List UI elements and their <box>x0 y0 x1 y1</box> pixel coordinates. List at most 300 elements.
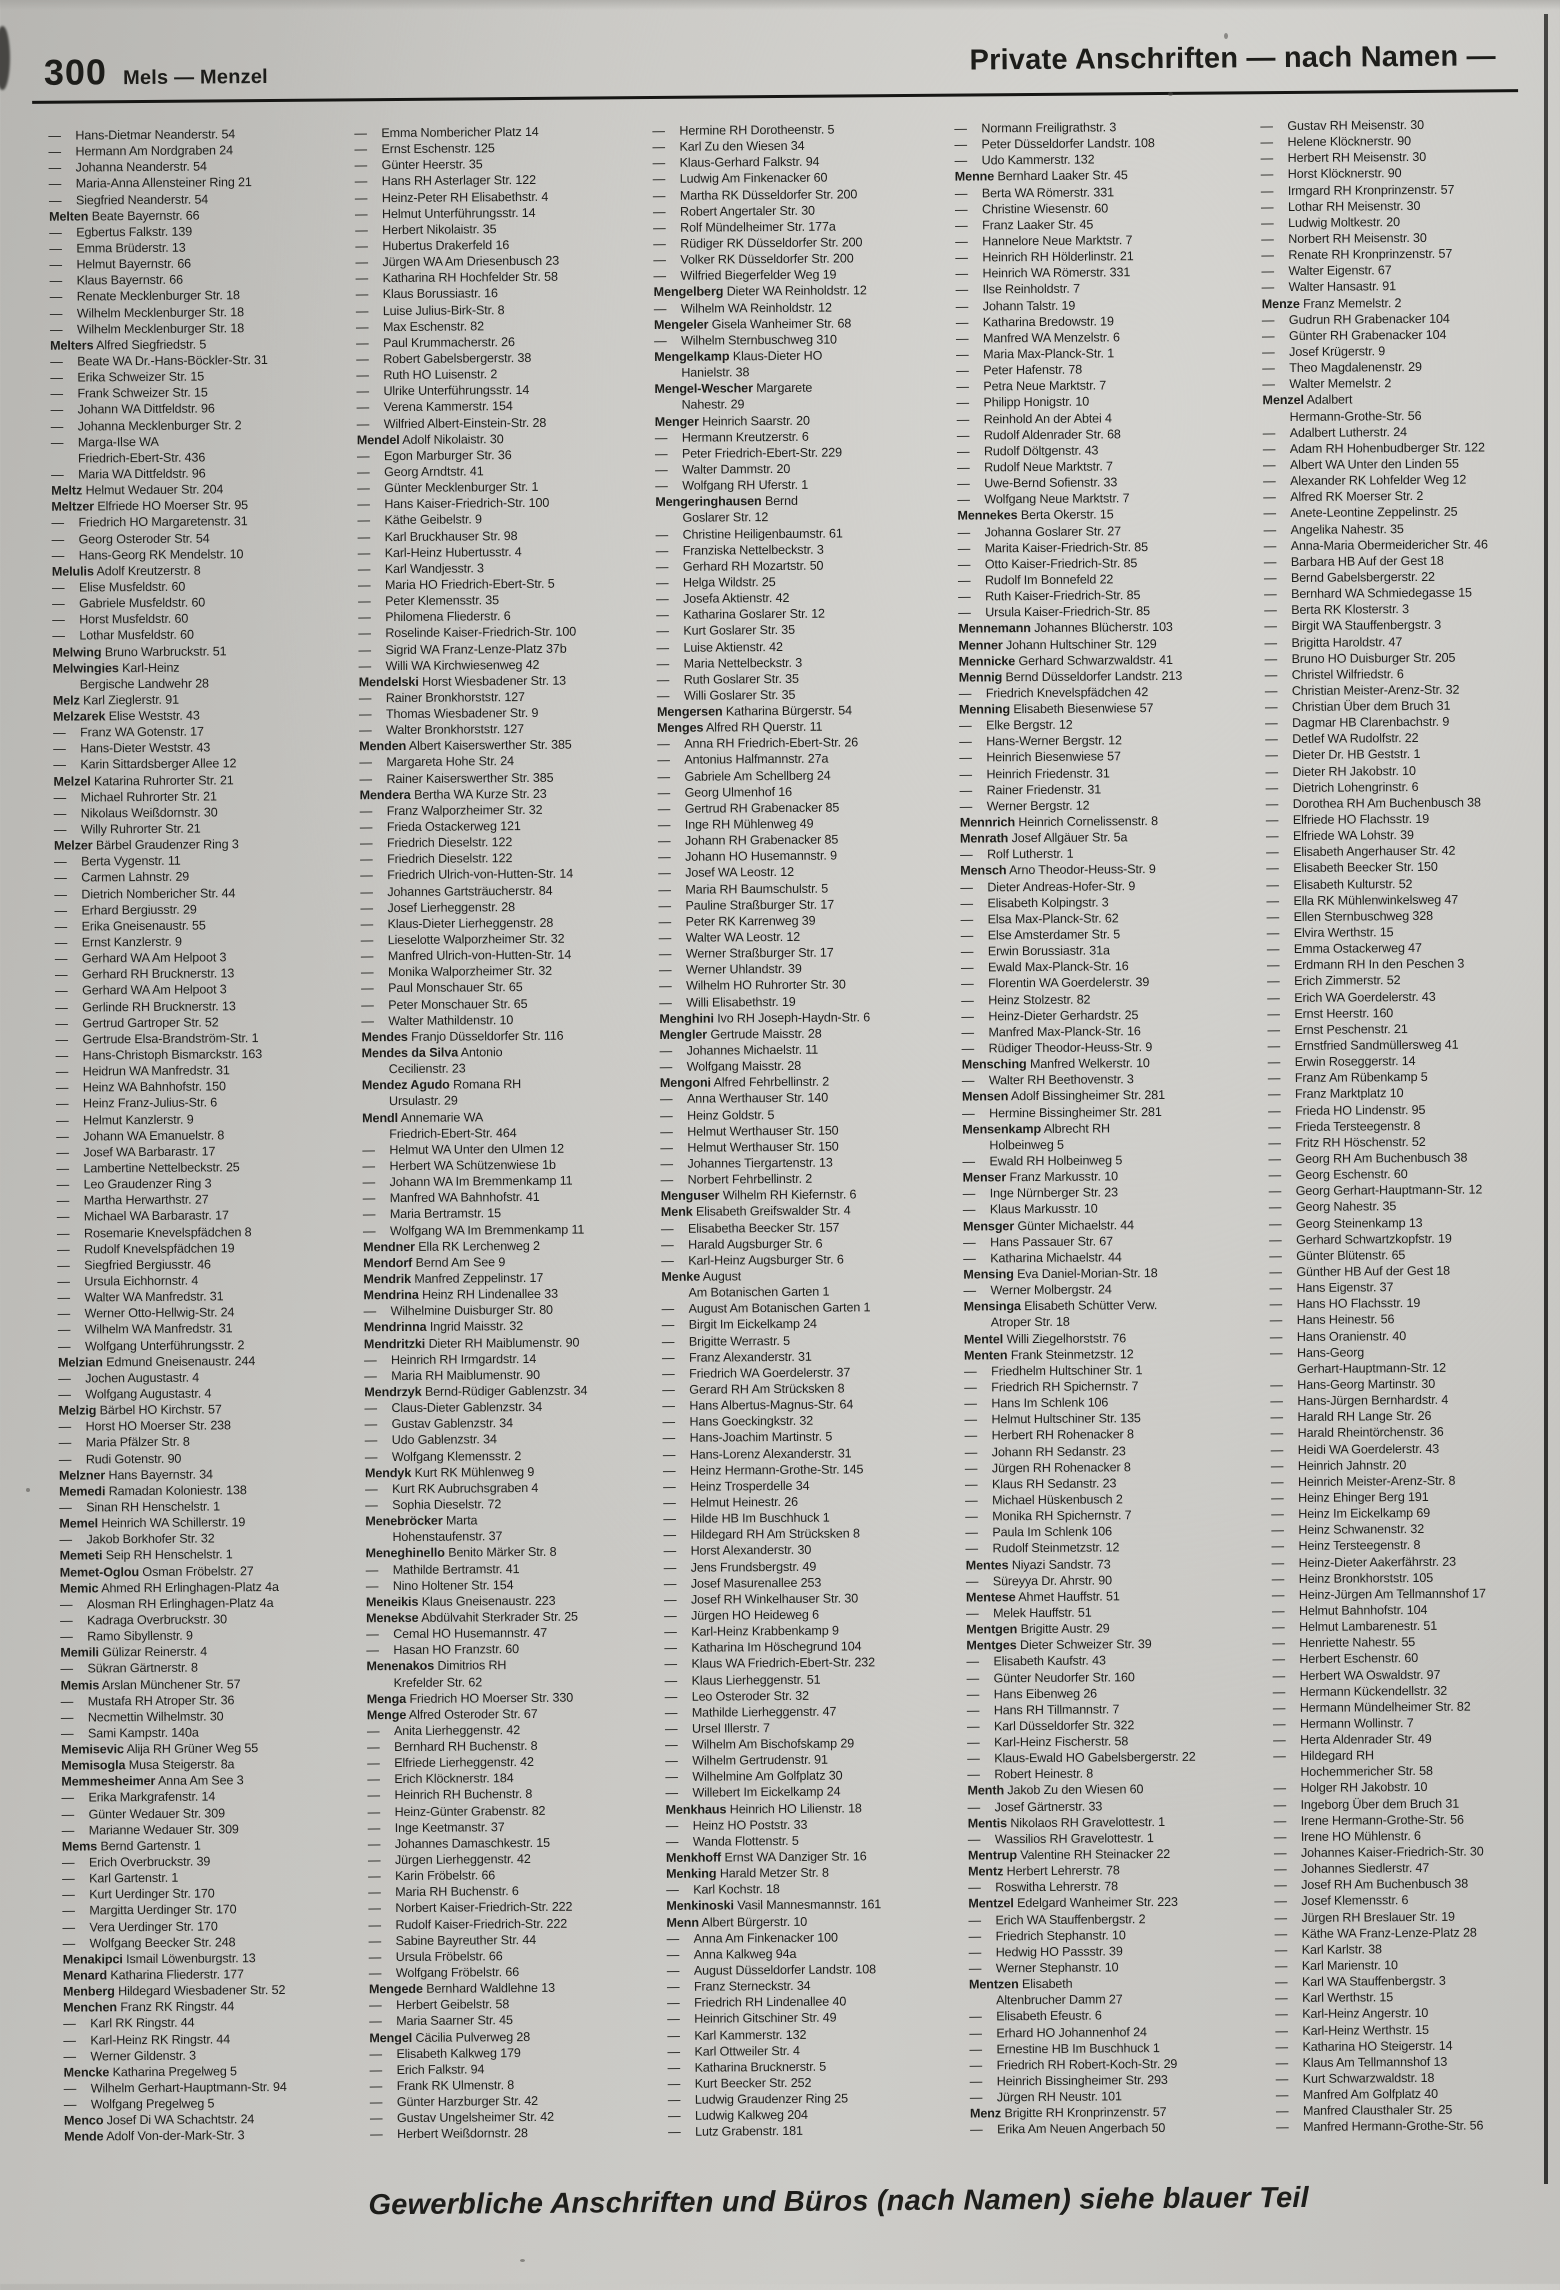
dash-marker: — <box>1272 1652 1285 1667</box>
entry-text: Georg RH Am Buchenbusch 38 <box>1295 1150 1468 1166</box>
surname: Menebröcker <box>365 1513 443 1529</box>
entry-text: Gertrud RH Grabenacker 85 <box>684 800 840 816</box>
dash-marker: — <box>360 949 374 964</box>
entry-text: Käthe Geibelstr. 9 <box>384 512 482 528</box>
entry-text: Dieter Dr. HB Geststr. 1 <box>1292 747 1421 763</box>
dash-marker: — <box>358 707 372 722</box>
entry-text: Helmut Werthauser Str. 150 <box>687 1123 839 1139</box>
dash-marker: — <box>663 1528 676 1543</box>
dash-marker: — <box>956 412 970 427</box>
entry-line: Menrath Josef Allgäuer Str. 5a <box>959 830 1128 846</box>
entry-text: Georg Nahestr. 35 <box>1295 1199 1397 1215</box>
entry-line: Memeti Seip RH Henschelstr. 1 <box>59 1547 233 1564</box>
entry-text: Klaus Borussiastr. 16 <box>382 286 498 302</box>
dash-marker: — <box>653 333 667 348</box>
entry-text: Ulrike Unterführungsstr. 14 <box>383 383 530 399</box>
entry-text: Werner Gildenstr. 3 <box>90 2048 196 2064</box>
entry-text: Melek Hauffstr. 51 <box>992 1605 1092 1621</box>
dash-marker: — <box>667 2092 681 2108</box>
dash-marker: — <box>368 1901 381 1916</box>
entry-text: Norbert RH Meisenstr. 30 <box>1288 230 1427 246</box>
dash-marker: — <box>969 2058 983 2073</box>
entry-text: Gabriele Musfeldstr. 60 <box>79 595 206 611</box>
entry-text: Heinz HO Poststr. 33 <box>692 1817 808 1833</box>
dash-marker: — <box>969 2009 982 2024</box>
entry-text: Katharina Goslarer Str. 12 <box>683 606 825 622</box>
entry-text: Hans-Georg <box>1296 1345 1365 1360</box>
entry-text: Elvira Werthstr. 15 <box>1293 925 1394 940</box>
dash-marker: — <box>961 976 974 992</box>
dash-marker: — <box>1266 909 1280 925</box>
entry-text: Heinz-Dieter Gerhardstr. 25 <box>988 1007 1139 1024</box>
dash-marker: — <box>54 871 67 886</box>
surname: Memmesheimer <box>61 1774 156 1790</box>
entry-text: Heinrich Gitschiner Str. 49 <box>694 2011 837 2027</box>
dash-marker: — <box>957 557 971 572</box>
entry-text: Claus-Dieter Gablenzstr. 34 <box>391 1399 543 1416</box>
entry-text: Martha RK Düsseldorfer Str. 200 <box>679 186 858 203</box>
entry-text: Ilse Reinholdstr. 7 <box>982 282 1080 297</box>
entry-line: Mentrup Valentine RH Steinacker 22 <box>967 1847 1171 1863</box>
dash-marker: — <box>48 128 61 143</box>
entry-text: Georg Osteroder Str. 54 <box>78 530 210 547</box>
entry-text: Luise Aktienstr. 42 <box>683 639 783 655</box>
dash-marker: — <box>56 1177 70 1192</box>
dash-marker: — <box>656 608 669 623</box>
entry-text: Hans RH Asterlager Str. 122 <box>381 173 536 189</box>
dash-marker: — <box>664 1721 678 1736</box>
surname: Melwing <box>52 644 102 660</box>
dash-marker: — <box>1271 1523 1284 1538</box>
entry-text: Manfred WA Bahnhofstr. 41 <box>389 1190 540 1206</box>
entry-text: Frieda Ostackerweg 121 <box>386 819 521 835</box>
entry-line: Mennekes Berta Okerstr. 15 <box>957 507 1114 523</box>
dash-marker: — <box>356 384 369 399</box>
entry-text: Hans-Joachim Martinstr. 5 <box>689 1429 833 1446</box>
dash-marker: — <box>1264 635 1277 650</box>
surname: Mentges <box>966 1638 1017 1653</box>
dash-marker: — <box>1262 425 1276 440</box>
entry-text: Günter Neudorfer Str. 160 <box>993 1669 1135 1685</box>
entry-continuation: Am Botanischen Garten 1 <box>688 1284 830 1300</box>
surname: Menger <box>654 414 699 429</box>
dash-marker: — <box>1270 1474 1284 1489</box>
dash-marker: — <box>1263 554 1277 569</box>
entry-text: Harald RH Lange Str. 26 <box>1297 1409 1432 1425</box>
dash-marker: — <box>657 785 671 800</box>
entry-text: Sinan RH Henschelstr. 1 <box>86 1499 220 1515</box>
dash-marker: — <box>967 1767 980 1782</box>
entry-text: Heinz Franz-Julius-Str. 6 <box>82 1095 218 1111</box>
dash-marker: — <box>1269 1313 1283 1328</box>
entry-text: Thomas Wiesbadener Str. 9 <box>385 705 539 722</box>
dash-marker: — <box>664 1689 678 1704</box>
dash-marker: — <box>968 1880 981 1895</box>
dash-marker: — <box>1265 813 1279 828</box>
entry-text: Elsa Max-Planck-Str. 62 <box>987 911 1119 927</box>
dash-marker: — <box>653 301 667 316</box>
dash-marker: — <box>57 1322 71 1338</box>
dash-marker: — <box>360 900 373 916</box>
dash-marker: — <box>652 188 666 203</box>
entry-text: Johanna Mecklenburger Str. 2 <box>77 417 242 434</box>
entry-text: Karin Fröbelstr. 66 <box>395 1868 496 1884</box>
entry-text: Sigrid WA Franz-Lenze-Platz 37b <box>385 641 567 657</box>
entry-text: Wassilios RH Gravelottestr. 1 <box>994 1830 1154 1847</box>
entry-text: Hans-Georg RK Mendelstr. 10 <box>78 546 244 563</box>
dash-marker: — <box>1268 1216 1282 1231</box>
entry-text: Adalbert Lutherstr. 24 <box>1289 424 1407 440</box>
entry-text: Normann Freiligrathstr. 3 <box>981 120 1117 136</box>
dash-marker: — <box>62 1936 76 1951</box>
dash-marker: — <box>659 995 672 1010</box>
entry-text: Helmut WA Unter den Ulmen 12 <box>389 1141 564 1157</box>
entry-line: Menchen Franz RK Ringstr. 44 <box>63 1999 235 2015</box>
dash-marker: — <box>49 241 62 256</box>
entry-text: Harald Rheintörchenstr. 36 <box>1297 1425 1444 1441</box>
dash-marker: — <box>364 1449 378 1464</box>
dash-marker: — <box>665 1834 679 1849</box>
dash-marker: — <box>60 1710 74 1725</box>
dash-marker: — <box>652 156 666 171</box>
entry-line: Mendrik Manfred Zeppelinstr. 17 <box>363 1270 544 1287</box>
surname: Melzner <box>58 1467 106 1483</box>
entry-line: Menakipci Ismail Löwenburgstr. 13 <box>62 1951 256 1967</box>
dash-marker: — <box>364 1433 378 1448</box>
entry-text: Herbert RH Rohenacker 8 <box>991 1427 1134 1443</box>
dash-marker: — <box>665 1737 678 1752</box>
entry-line: Memis Arslan Münchener Str. 57 <box>60 1676 241 1693</box>
entry-text: Leo Osteroder Str. 32 <box>691 1688 809 1704</box>
surname: Mennemann <box>958 621 1031 636</box>
entry-text: Erich Klöcknerstr. 184 <box>394 1771 514 1787</box>
entry-text: Roswitha Lehrerstr. 78 <box>995 1879 1118 1895</box>
dash-marker: — <box>964 1477 978 1492</box>
entry-text: Willy Ruhrorter Str. 21 <box>80 821 201 837</box>
entry-line: Memmesheimer Anna Am See 3 <box>61 1773 244 1790</box>
dash-marker: — <box>369 2046 382 2061</box>
entry-text: Heinz Trosperdelle 34 <box>689 1478 810 1494</box>
dash-marker: — <box>661 1237 674 1252</box>
entry-line: Mentgen Brigitte Austr. 29 <box>966 1621 1110 1637</box>
entry-text: Heinrich RH Buchenstr. 8 <box>394 1787 533 1803</box>
entry-text: Friedrich Dieselstr. 122 <box>386 835 513 851</box>
entry-line: Mengoni Alfred Fehrbellinstr. 2 <box>659 1074 830 1091</box>
surname: Mengede <box>368 1982 423 1997</box>
entry-text: Erich Falkstr. 94 <box>396 2062 485 2077</box>
entry-line: Menghini Ivo RH Joseph-Haydn-Str. 6 <box>659 1010 871 1026</box>
entry-text: Frank RK Ulmenstr. 8 <box>396 2078 515 2094</box>
entry-text: Hans RH Tillmannstr. 7 <box>993 1702 1120 1718</box>
dash-marker: — <box>954 186 968 201</box>
surname: Meneikis <box>365 1594 419 1610</box>
entry-text: Katharina RH Hochfelder Str. 58 <box>382 269 558 286</box>
dash-marker: — <box>1271 1555 1285 1570</box>
dash-marker: — <box>962 1106 975 1121</box>
entry-text: Wilhelmine Duisburger Str. 80 <box>390 1303 553 1319</box>
dash-marker: — <box>962 1154 975 1169</box>
entry-line: Menze Franz Memelstr. 2 <box>1261 295 1402 311</box>
dash-marker: — <box>55 984 68 999</box>
entry-text: Dieter RH Jakobstr. 10 <box>1292 763 1416 779</box>
dash-marker: — <box>58 1419 72 1434</box>
dash-marker: — <box>970 2122 983 2137</box>
dash-marker: — <box>959 718 972 733</box>
dash-marker: — <box>53 790 67 805</box>
entry-line: Mendez Agudo Romana RH <box>361 1077 522 1093</box>
entry-text: Helga Wildstr. 25 <box>682 574 776 590</box>
dash-marker: — <box>50 386 63 401</box>
dash-marker: — <box>1268 1135 1281 1151</box>
dash-marker: — <box>653 252 666 268</box>
entry-text: Maria HO Friedrich-Ebert-Str. 5 <box>384 576 555 593</box>
entry-text: Birgit WA Stauffenbergstr. 3 <box>1291 618 1442 634</box>
surname: Memel <box>59 1516 99 1531</box>
entry-text: Heinrich Jahnstr. 20 <box>1297 1457 1407 1473</box>
dash-marker: — <box>965 1525 978 1540</box>
entry-text: Lothar RH Meisenstr. 30 <box>1287 198 1421 214</box>
entry-line: Meneikis Klaus Gneisenaustr. 223 <box>365 1593 556 1610</box>
dash-marker: — <box>362 1175 376 1190</box>
surname: Menking <box>666 1866 717 1882</box>
entry-text: Marianne Wedauer Str. 309 <box>88 1822 239 1838</box>
dash-marker: — <box>1270 1442 1284 1457</box>
page-number: 300 <box>43 51 108 93</box>
entry-text: Süreyya Dr. Ahrstr. 90 <box>992 1573 1113 1588</box>
surname: Mensger <box>962 1218 1015 1234</box>
entry-text: Gertrud Gartroper Str. 52 <box>82 1015 219 1031</box>
dash-marker: — <box>362 1223 376 1238</box>
entry-text: Horst Musfeldstr. 60 <box>79 611 189 627</box>
entry-text: Gerhard RH Mozartstr. 50 <box>682 558 824 574</box>
dash-marker: — <box>658 898 671 913</box>
dash-marker: — <box>663 1576 677 1591</box>
dash-marker: — <box>1270 1426 1284 1441</box>
surname: Melulis <box>51 564 94 579</box>
directory-column <box>342 123 670 2143</box>
dash-marker: — <box>658 866 671 881</box>
dash-marker: — <box>957 492 970 507</box>
dash-marker: — <box>667 2060 681 2075</box>
dash-marker: — <box>956 347 969 362</box>
surname: Mentis <box>967 1816 1008 1831</box>
entry-text: Karl Bruckhauser Str. 98 <box>384 528 518 544</box>
dash-marker: — <box>1261 215 1274 231</box>
entry-text: Wolfgang WA Im Bremmenkamp 11 <box>389 1222 585 1238</box>
entry-line <box>970 2120 1270 2138</box>
entry-text: Rudolf Steinmetzstr. 12 <box>992 1540 1120 1556</box>
entry-text: Necmettin Wilhelmstr. 30 <box>87 1709 224 1725</box>
entry-continuation: Friedrich-Ebert-Str. 436 <box>77 450 206 466</box>
dash-marker: — <box>56 1226 70 1241</box>
entry-text: Margareta Hohe Str. 24 <box>386 754 514 770</box>
dash-marker: — <box>957 573 971 588</box>
dash-marker: — <box>370 2127 383 2142</box>
surname: Mentes <box>965 1557 1009 1573</box>
dash-marker: — <box>356 400 370 415</box>
entry-text: Robert Angertaler Str. 30 <box>679 203 815 219</box>
dash-marker: — <box>1264 684 1278 699</box>
entry-text: Maria RH Baumschulstr. 5 <box>685 881 829 897</box>
entry-text: Wilhelmine Am Golfplatz 30 <box>692 1768 843 1785</box>
entry-text: Mathilde Lierheggenstr. 47 <box>691 1704 837 1720</box>
entry-line: Menne Bernhard Laaker Str. 45 <box>954 168 1128 185</box>
dash-marker: — <box>369 2111 383 2126</box>
entry-text: Josef Klemensstr. 6 <box>1301 1893 1409 1909</box>
dash-marker: — <box>956 363 969 378</box>
entry-text: Rudi Gotenstr. 90 <box>85 1451 182 1466</box>
entry-text: Hubertus Drakerfeld 16 <box>382 238 510 254</box>
dash-marker: — <box>358 691 372 706</box>
dash-marker: — <box>959 734 972 749</box>
entry-text: Heinrich Bissingheimer Str. 293 <box>996 2073 1168 2089</box>
surname: Mentrup <box>967 1848 1017 1863</box>
entry-text: Werner Molbergstr. 24 <box>990 1282 1112 1298</box>
entry-text: Walter RH Beethovenstr. 3 <box>988 1072 1134 1088</box>
dash-marker: — <box>954 153 968 168</box>
entry-text: Werner Stephanstr. 10 <box>995 1960 1119 1976</box>
dash-marker: — <box>662 1431 676 1446</box>
entry-line: Menke August <box>661 1269 742 1284</box>
dash-marker: — <box>653 236 666 251</box>
dash-marker: — <box>652 172 666 187</box>
entry-line: Mensching Manfred Welkerstr. 10 <box>961 1056 1150 1072</box>
dash-marker: — <box>54 887 67 902</box>
dash-marker: — <box>1274 1862 1287 1877</box>
entry-text: Josef RH Am Buchenbusch 38 <box>1301 1876 1469 1893</box>
dash-marker: — <box>359 755 372 770</box>
entry-text: Reinhold An der Abtei 4 <box>983 410 1112 426</box>
entry-text: Erich WA Goerdelerstr. 43 <box>1294 989 1436 1005</box>
dash-marker: — <box>58 1452 72 1467</box>
entry-text: Berta Vygenstr. 11 <box>81 854 181 869</box>
dash-marker: — <box>51 532 65 547</box>
dash-marker: — <box>962 1202 976 1217</box>
entry-text: Helmut Heinestr. 26 <box>690 1494 798 1510</box>
dash-marker: — <box>49 225 62 240</box>
dash-marker: — <box>663 1560 677 1575</box>
entry-line: Mendyk Kurt RK Mühlenweg 9 <box>364 1464 535 1480</box>
dash-marker: — <box>1271 1491 1284 1506</box>
dash-marker: — <box>654 430 668 445</box>
dash-marker: — <box>369 1998 382 2013</box>
entry-text: Bruno HO Duisburger Str. 205 <box>1291 650 1456 666</box>
dash-marker: — <box>657 737 670 752</box>
entry-text: Maria WA Dittfeldstr. 96 <box>78 466 206 482</box>
directory-column <box>640 121 968 2141</box>
entry-text: Christian Meister-Arenz-Str. 32 <box>1291 682 1460 698</box>
entry-text: Manfred Clausthaler Str. 25 <box>1302 2103 1453 2119</box>
entry-text: Karl Kammerstr. 132 <box>694 2027 807 2043</box>
entry-text: Hans Goeckingkstr. 32 <box>689 1414 814 1429</box>
surname: Menth <box>967 1783 1005 1799</box>
entry-text: Klaus-Gerhard Falkstr. 94 <box>679 154 820 171</box>
dash-marker: — <box>53 822 67 837</box>
dash-marker: — <box>660 1124 673 1139</box>
dash-marker: — <box>54 951 68 966</box>
entry-text: Franz WA Gotenstr. 17 <box>80 724 204 740</box>
entry-text: Karl-Heinz Hubertusstr. 4 <box>384 544 522 560</box>
dash-marker: — <box>354 142 368 157</box>
entry-text: Frieda Tersteegenstr. 8 <box>1295 1118 1421 1134</box>
entry-line: Memedi Ramadan Koloniestr. 138 <box>58 1483 247 1499</box>
dash-marker: — <box>57 1274 70 1289</box>
dash-marker: — <box>55 1000 68 1015</box>
dash-marker: — <box>56 1145 69 1160</box>
entry-text: Elisabeth Kolpingstr. 3 <box>987 895 1109 911</box>
entry-text: Rudolf Kaiser-Friedrich-Str. 222 <box>395 1916 568 1932</box>
dash-marker: — <box>359 820 373 835</box>
dash-marker: — <box>1267 1039 1281 1054</box>
entry-continuation: Friedrich-Ebert-Str. 464 <box>389 1125 517 1141</box>
dash-marker: — <box>357 497 370 512</box>
entry-line: Mengel-Wescher Margarete <box>654 380 813 397</box>
directory-column <box>1248 116 1560 2136</box>
entry-text: Ernst Eschenstr. 125 <box>381 141 495 157</box>
dash-marker: — <box>969 2042 982 2057</box>
dash-marker: — <box>1274 1926 1288 1941</box>
entry-text: Ellen Sternbuschweg 328 <box>1293 908 1434 924</box>
entry-text: Rüdiger Theodor-Heuss-Str. 9 <box>988 1040 1153 1056</box>
entry-text: Hans Heinestr. 56 <box>1296 1312 1395 1328</box>
dash-marker: — <box>1262 441 1276 456</box>
dash-marker: — <box>369 2095 383 2110</box>
dash-marker: — <box>1266 958 1280 973</box>
entry-text: Günther HB Auf der Gest 18 <box>1296 1263 1451 1279</box>
entry-continuation: Bergische Landwehr 28 <box>79 676 209 692</box>
entry-text: Ernestine HB Im Buschhuck 1 <box>996 2040 1160 2057</box>
entry-text: Kurt Goslarer Str. 35 <box>683 623 796 639</box>
dash-marker: — <box>368 1917 381 1932</box>
entry-text: Inge Keetmanstr. 37 <box>394 1819 505 1835</box>
entry-text: Monika Walporzheimer Str. 32 <box>387 964 553 980</box>
dash-marker: — <box>355 303 369 318</box>
entry-text: Hans Kaiser-Friedrich-Str. 100 <box>384 496 550 512</box>
entry-text: Elisabeth Kaufstr. 43 <box>993 1653 1106 1669</box>
entry-text: Jürgen WA Am Driesenbusch 23 <box>382 253 560 270</box>
dash-marker: — <box>657 753 670 768</box>
entry-text: Gerard RH Am Strücksken 8 <box>689 1381 845 1397</box>
surname: Mennig <box>958 670 1003 685</box>
entry-text: Wilfried Biegerfelder Weg 19 <box>680 267 837 284</box>
entry-text: Erich WA Stauffenbergstr. 2 <box>995 1911 1146 1927</box>
dash-marker: — <box>1274 1878 1287 1893</box>
dash-marker: — <box>357 465 370 480</box>
entry-text: Heinz Goldstr. 5 <box>687 1107 775 1123</box>
dash-marker: — <box>1265 829 1279 844</box>
surname: Menguser <box>660 1188 720 1204</box>
entry-text: Jürgen RH Neustr. 101 <box>996 2089 1122 2105</box>
surname: Mengler <box>659 1027 708 1042</box>
dash-marker: — <box>58 1371 71 1386</box>
entry-text: Brigitte Werrastr. 5 <box>688 1333 790 1349</box>
entry-line: Melwing Bruno Warbruckstr. 51 <box>52 643 227 660</box>
entry-text: Karl Marienstr. 10 <box>1301 1958 1398 1973</box>
entry-line: Mengeringhausen Bernd <box>655 494 798 510</box>
surname: Menne <box>954 169 995 185</box>
dash-marker: — <box>964 1412 978 1427</box>
entry-text: Friedrich RH Robert-Koch-Str. 29 <box>996 2056 1178 2073</box>
entry-text: Emma Ostackerweg 47 <box>1293 941 1422 957</box>
entry-text: Maria Bertramstr. 15 <box>389 1206 502 1222</box>
entry-text: Friedrich Ulrich-von-Hutten-Str. 14 <box>387 867 574 883</box>
dash-marker: — <box>61 1855 75 1870</box>
entry-text: Christine Wiesenstr. 60 <box>981 201 1109 217</box>
surname: Melzig <box>58 1403 97 1418</box>
entry-text: Ewald Max-Planck-Str. 16 <box>987 959 1129 975</box>
entry-text: Alosman RH Erlinghagen-Platz 4a <box>86 1595 274 1612</box>
dash-marker: — <box>663 1608 677 1623</box>
